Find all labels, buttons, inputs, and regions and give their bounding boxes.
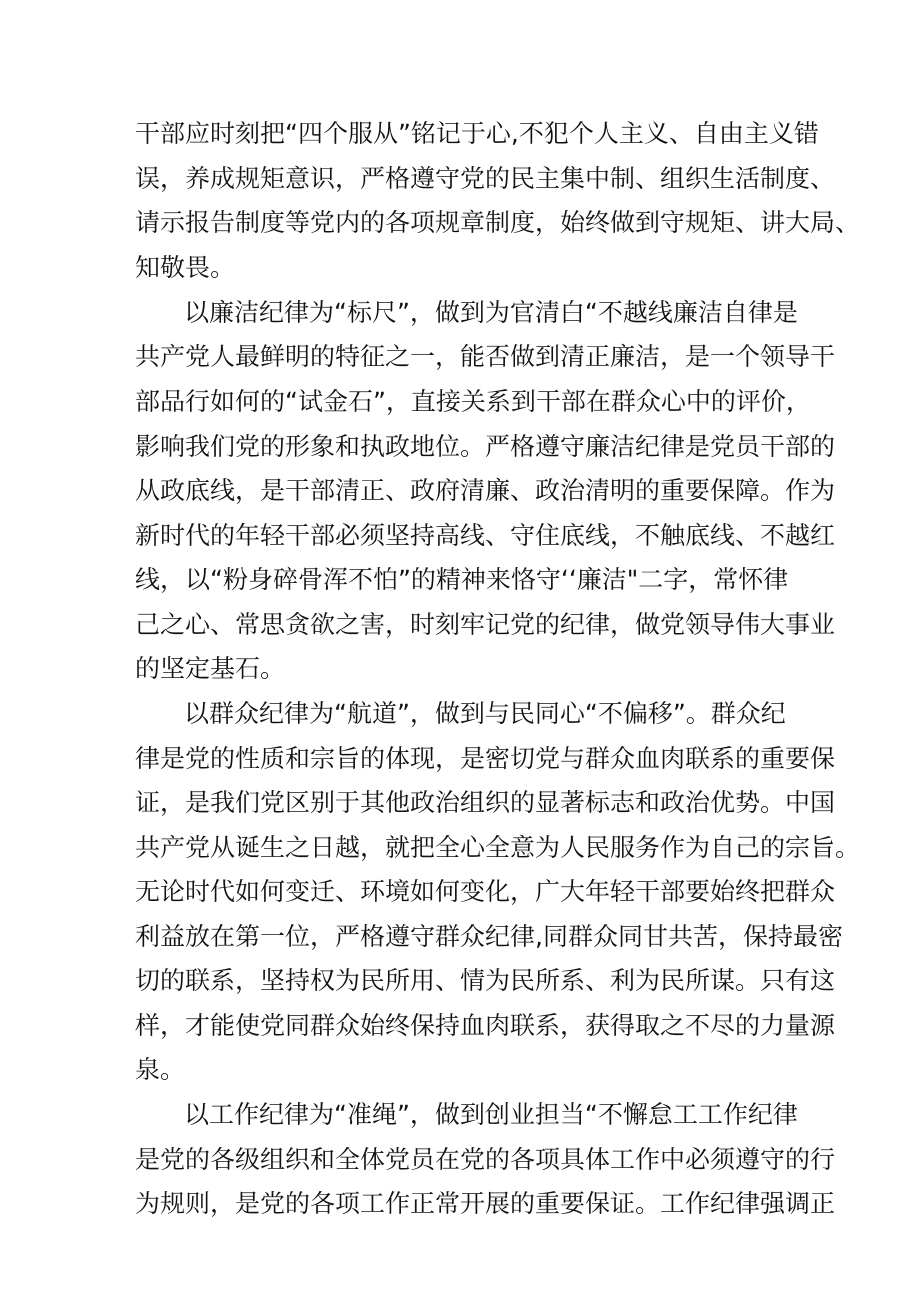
- paragraph-2-line-5: 从政底线，是干部清正、政府清廉、政治清明的重要保障。作为: [135, 476, 836, 505]
- paragraph-4-line-3: 为规则，是党的各项工作正常开展的重要保证。工作纪律强调正: [135, 1189, 836, 1218]
- paragraph-2-line-9: 的坚定基石。: [135, 654, 286, 683]
- paragraph-2-line-8: 己之心、常思贪欲之害，时刻牢记党的纪律，做党领导伟大事业: [135, 610, 836, 639]
- paragraph-3-line-5: 无论时代如何变迁、环境如何变化，广大年轻干部要始终把群众: [135, 877, 836, 906]
- paragraph-1-line-3: 请示报告制度等党内的各项规章制度，始终做到守规矩、讲大局、: [135, 208, 861, 237]
- paragraph-1-line-1: 干部应时刻把“四个服从”铭记于心,不犯个人主义、自由主义错: [135, 119, 819, 148]
- paragraph-3-line-2: 律是党的性质和宗旨的体现，是密切党与群众血肉联系的重要保: [135, 744, 836, 773]
- paragraph-3-line-4: 共产党从诞生之日越，就把全心全意为人民服务作为自己的宗旨。: [135, 833, 861, 862]
- paragraph-3-line-1: 以群众纪律为“航道”，做到与民同心“不偏移”。群众纪: [184, 699, 786, 728]
- paragraph-3-line-6: 利益放在第一位，严格遵守群众纪律,同群众同甘共苦，保持最密: [135, 922, 843, 951]
- paragraph-3-line-3: 证，是我们党区别于其他政治组织的显著标志和政治优势。中国: [135, 788, 836, 817]
- paragraph-4-line-2: 是党的各级组织和全体党员在党的各项具体工作中必须遵守的行: [135, 1145, 836, 1174]
- paragraph-2-line-7: 线，以“粉身碎骨浑不怕”的精神来恪守‘‘廉洁"二字，常怀律: [135, 565, 789, 594]
- paragraph-2-line-2: 共产党人最鲜明的特征之一，能否做到清正廉洁，是一个领导干: [135, 342, 836, 371]
- paragraph-3-line-9: 泉。: [135, 1055, 186, 1084]
- paragraph-1-line-2: 误，养成规矩意识，严格遵守党的民主集中制、组织生活制度、: [135, 164, 836, 193]
- paragraph-4-line-1: 以工作纪律为“准绳”，做到创业担当“不懈怠工工作纪律: [184, 1100, 798, 1129]
- paragraph-3-line-8: 样，才能使党同群众始终保持血肉联系，获得取之不尽的力量源: [135, 1011, 836, 1040]
- paragraph-2-line-1: 以廉洁纪律为“标尺”，做到为官清白“不越线廉洁自律是: [184, 298, 798, 327]
- paragraph-2-line-4: 影响我们党的形象和执政地位。严格遵守廉洁纪律是党员干部的: [135, 432, 836, 461]
- paragraph-1-line-4: 知敬畏。: [135, 253, 236, 282]
- paragraph-2-line-3: 部品行如何的“试金石”，直接关系到干部在群众心中的评价，: [135, 387, 811, 416]
- paragraph-3-line-7: 切的联系，坚持权为民所用、情为民所系、利为民所谋。只有这: [135, 966, 836, 995]
- paragraph-2-line-6: 新时代的年轻干部必须坚持高线、守住底线，不触底线、不越红: [135, 521, 836, 550]
